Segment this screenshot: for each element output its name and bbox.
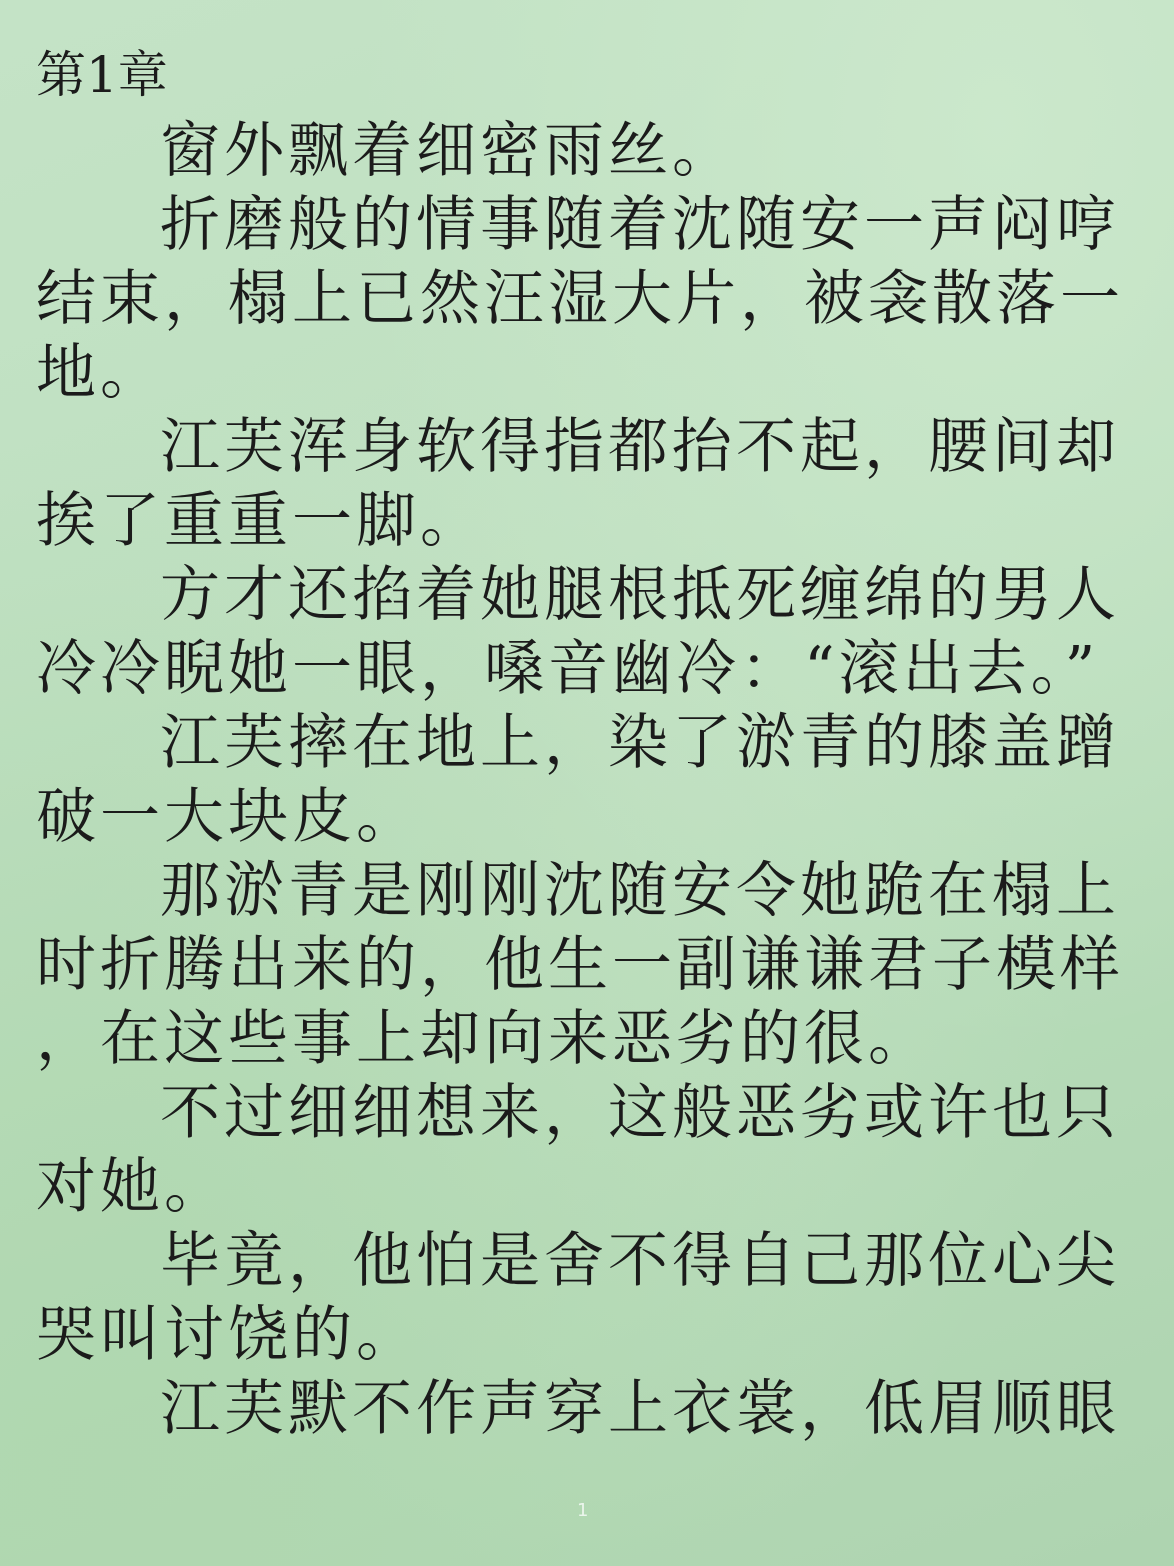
text-line: 毕竟，他怕是舍不得自己那位心尖 xyxy=(160,1226,1120,1296)
text-line: 折磨般的情事随着沈随安一声闷哼 xyxy=(160,190,1120,260)
text-line: 冷冷睨她一眼，嗓音幽冷：“滚出去。” xyxy=(36,634,1100,704)
text-line: 方才还掐着她腿根抵死缠绵的男人 xyxy=(160,560,1120,630)
text-line: ，在这些事上却向来恶劣的很。 xyxy=(36,1004,932,1074)
text-line: 时折腾出来的，他生一副谦谦君子模样 xyxy=(36,930,1124,1000)
text-line: 江芙默不作声穿上衣裳，低眉顺眼 xyxy=(160,1374,1120,1444)
text-line: 江芙浑身软得指都抬不起，腰间却 xyxy=(160,412,1120,482)
text-line: 破一大块皮。 xyxy=(36,782,420,852)
text-line: 对她。 xyxy=(36,1152,228,1222)
text-line: 那淤青是刚刚沈随安令她跪在榻上 xyxy=(160,856,1120,926)
chapter-title: 第1章 xyxy=(36,46,168,104)
text-line: 窗外飘着细密雨丝。 xyxy=(160,116,736,186)
text-line: 地。 xyxy=(36,338,164,408)
text-line: 挨了重重一脚。 xyxy=(36,486,484,556)
text-line: 不过细细想来，这般恶劣或许也只 xyxy=(160,1078,1120,1148)
text-line: 哭叫讨饶的。 xyxy=(36,1300,420,1370)
text-line: 江芙摔在地上，染了淤青的膝盖蹭 xyxy=(160,708,1120,778)
text-line: 结束，榻上已然汪湿大片，被衾散落一 xyxy=(36,264,1124,334)
body-text xyxy=(36,114,1124,1446)
page-number: 1 xyxy=(577,1500,589,1521)
